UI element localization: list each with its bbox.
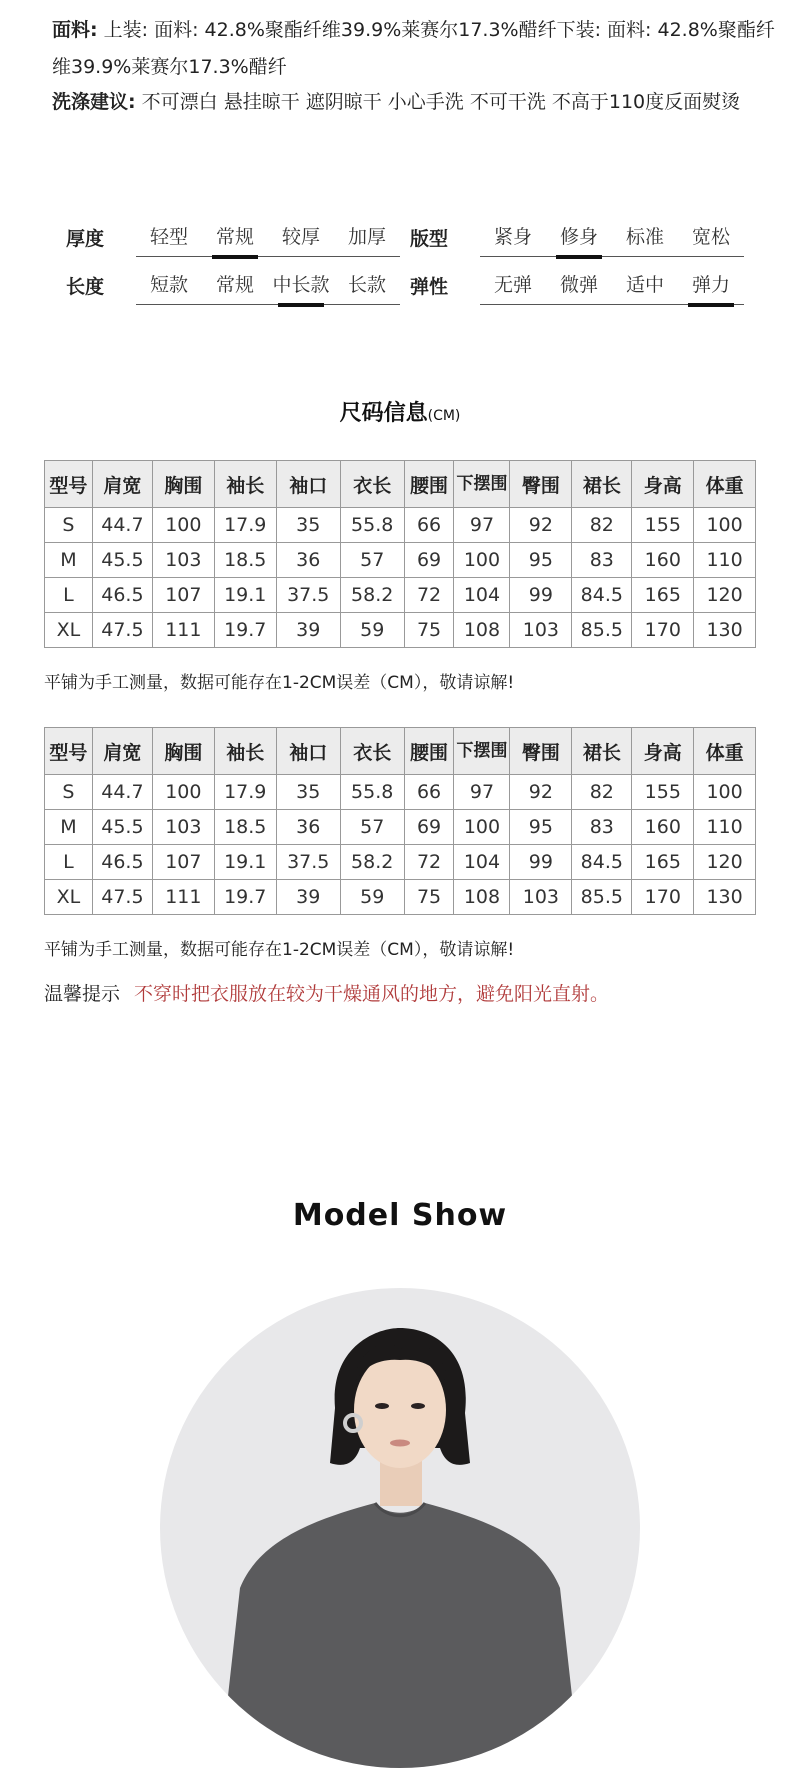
table-cell: 58.2 bbox=[340, 578, 404, 613]
size-unit: (CM) bbox=[427, 408, 461, 424]
attr-option: 长款 bbox=[347, 274, 386, 296]
table-row bbox=[45, 880, 756, 915]
table-cell: 107 bbox=[152, 845, 214, 880]
table-cell: 36 bbox=[276, 543, 340, 578]
table-header-cell: 肩宽 bbox=[92, 728, 152, 775]
table-cell: M bbox=[45, 543, 93, 578]
table-cell: 66 bbox=[404, 508, 454, 543]
attr-option: 标准 bbox=[625, 226, 664, 248]
table-cell: 19.1 bbox=[214, 578, 276, 613]
attr-options bbox=[136, 270, 400, 305]
attr-option: 轻型 bbox=[149, 226, 188, 248]
attr-option: 较厚 bbox=[281, 226, 320, 248]
table-cell: 55.8 bbox=[340, 775, 404, 810]
table-cell: 19.7 bbox=[214, 880, 276, 915]
table-cell: 95 bbox=[510, 543, 572, 578]
size-title: 尺码信息 bbox=[339, 401, 428, 426]
table-header-cell: 胸围 bbox=[152, 728, 214, 775]
table-cell: 97 bbox=[454, 508, 510, 543]
table-cell: 84.5 bbox=[572, 578, 632, 613]
attr-label: 弹性 bbox=[410, 276, 449, 298]
table-cell: 36 bbox=[276, 810, 340, 845]
table-row bbox=[45, 810, 756, 845]
table-header-cell: 体重 bbox=[694, 728, 756, 775]
table-header-cell: 袖长 bbox=[214, 728, 276, 775]
table-cell: 84.5 bbox=[572, 845, 632, 880]
table-cell: M bbox=[45, 810, 93, 845]
attr-option: 短款 bbox=[149, 274, 188, 296]
table-cell: 18.5 bbox=[214, 810, 276, 845]
attr-option: 适中 bbox=[625, 274, 664, 296]
table-cell: 35 bbox=[276, 508, 340, 543]
table-cell: 120 bbox=[694, 578, 756, 613]
table-cell: 103 bbox=[510, 613, 572, 648]
table-cell: 92 bbox=[510, 508, 572, 543]
size-section-title bbox=[0, 396, 800, 427]
table-cell: 19.1 bbox=[214, 845, 276, 880]
measurement-note-1: 平铺为手工测量，数据可能存在1-2CM误差（CM），敬请谅解! bbox=[44, 673, 515, 693]
attr-option-selected: 中长款 bbox=[268, 270, 334, 304]
table-cell: 46.5 bbox=[92, 578, 152, 613]
table-cell: 75 bbox=[404, 880, 454, 915]
care-label: 洗涤建议: bbox=[52, 91, 136, 113]
table-cell: 110 bbox=[694, 543, 756, 578]
attr-option: 无弹 bbox=[493, 274, 532, 296]
table-cell: 108 bbox=[454, 880, 510, 915]
table-cell: 170 bbox=[632, 613, 694, 648]
table-header-cell: 下摆围 bbox=[454, 728, 510, 775]
attr-option-selected: 弹力 bbox=[678, 270, 744, 304]
table-cell: 100 bbox=[152, 508, 214, 543]
table-cell: 100 bbox=[454, 810, 510, 845]
table-row bbox=[45, 613, 756, 648]
table-cell: 83 bbox=[572, 810, 632, 845]
table-cell: 69 bbox=[404, 543, 454, 578]
table-cell: 108 bbox=[454, 613, 510, 648]
table-cell: 55.8 bbox=[340, 508, 404, 543]
table-cell: 59 bbox=[340, 880, 404, 915]
table-cell: 66 bbox=[404, 775, 454, 810]
table-header-cell: 腰围 bbox=[404, 728, 454, 775]
fabric-value: 上装: 面料: 42.8%聚酯纤维39.9%莱赛尔17.3%醋纤下装: 面料: 42.8%聚酯纤维39.9%莱赛尔17.3%醋纤 bbox=[52, 19, 775, 78]
table-cell: 59 bbox=[340, 613, 404, 648]
attr-option-selected: 修身 bbox=[546, 222, 612, 256]
table-cell: 57 bbox=[340, 810, 404, 845]
table-cell: 83 bbox=[572, 543, 632, 578]
care-tip bbox=[44, 979, 609, 1006]
table-row bbox=[45, 508, 756, 543]
table-cell: 37.5 bbox=[276, 578, 340, 613]
table-header-cell: 型号 bbox=[45, 461, 93, 508]
table-cell: L bbox=[45, 845, 93, 880]
table-cell: 35 bbox=[276, 775, 340, 810]
table-header-cell: 肩宽 bbox=[92, 461, 152, 508]
table-header-cell: 裙长 bbox=[572, 728, 632, 775]
table-cell: 85.5 bbox=[572, 613, 632, 648]
table-cell: 130 bbox=[694, 613, 756, 648]
table-cell: 39 bbox=[276, 880, 340, 915]
table-cell: 69 bbox=[404, 810, 454, 845]
tip-label: 温馨提示 bbox=[44, 983, 121, 1005]
table-cell: 72 bbox=[404, 845, 454, 880]
table-cell: 95 bbox=[510, 810, 572, 845]
table-header-cell: 裙长 bbox=[572, 461, 632, 508]
table-cell: 57 bbox=[340, 543, 404, 578]
table-header-cell: 臀围 bbox=[510, 728, 572, 775]
table-row bbox=[45, 775, 756, 810]
table-cell: 47.5 bbox=[92, 880, 152, 915]
model-illustration bbox=[160, 1288, 640, 1768]
table-cell: 100 bbox=[694, 775, 756, 810]
table-header-cell: 臀围 bbox=[510, 461, 572, 508]
table-row bbox=[45, 845, 756, 880]
attr-option: 常规 bbox=[215, 274, 254, 296]
table-cell: 97 bbox=[454, 775, 510, 810]
table-cell: 44.7 bbox=[92, 508, 152, 543]
table-cell: 17.9 bbox=[214, 508, 276, 543]
attr-options bbox=[136, 222, 400, 257]
fabric-info bbox=[52, 12, 782, 86]
attr-option: 微弹 bbox=[559, 274, 598, 296]
table-cell: XL bbox=[45, 613, 93, 648]
attr-option-selected: 常规 bbox=[202, 222, 268, 256]
table-cell: 111 bbox=[152, 613, 214, 648]
attr-option: 宽松 bbox=[691, 226, 730, 248]
table-cell: 111 bbox=[152, 880, 214, 915]
table-cell: 100 bbox=[454, 543, 510, 578]
size-table-1 bbox=[44, 460, 756, 648]
attr-label: 长度 bbox=[66, 276, 105, 298]
table-row bbox=[45, 578, 756, 613]
table-header-cell: 衣长 bbox=[340, 728, 404, 775]
table-cell: 100 bbox=[152, 775, 214, 810]
table-row bbox=[45, 543, 756, 578]
table-header-cell: 袖口 bbox=[276, 728, 340, 775]
table-header-row bbox=[45, 461, 756, 508]
table-cell: 104 bbox=[454, 845, 510, 880]
table-cell: L bbox=[45, 578, 93, 613]
tip-text: 不穿时把衣服放在较为干燥通风的地方，避免阳光直射。 bbox=[134, 983, 610, 1005]
table-cell: 39 bbox=[276, 613, 340, 648]
table-cell: 92 bbox=[510, 775, 572, 810]
table-cell: 58.2 bbox=[340, 845, 404, 880]
table-cell: 46.5 bbox=[92, 845, 152, 880]
table-cell: 85.5 bbox=[572, 880, 632, 915]
table-cell: S bbox=[45, 508, 93, 543]
table-cell: 170 bbox=[632, 880, 694, 915]
table-cell: 160 bbox=[632, 543, 694, 578]
table-cell: 82 bbox=[572, 775, 632, 810]
table-cell: 103 bbox=[152, 543, 214, 578]
table-cell: 160 bbox=[632, 810, 694, 845]
table-header-cell: 衣长 bbox=[340, 461, 404, 508]
table-cell: 45.5 bbox=[92, 543, 152, 578]
table-header-cell: 体重 bbox=[694, 461, 756, 508]
table-cell: 75 bbox=[404, 613, 454, 648]
table-cell: 165 bbox=[632, 578, 694, 613]
table-cell: 19.7 bbox=[214, 613, 276, 648]
table-cell: 103 bbox=[152, 810, 214, 845]
table-header-row bbox=[45, 728, 756, 775]
table-cell: S bbox=[45, 775, 93, 810]
size-table-2 bbox=[44, 727, 756, 915]
table-cell: 45.5 bbox=[92, 810, 152, 845]
table-header-cell: 袖口 bbox=[276, 461, 340, 508]
attr-options bbox=[480, 222, 744, 257]
attr-options bbox=[480, 270, 744, 305]
attr-option: 紧身 bbox=[493, 226, 532, 248]
table-header-cell: 袖长 bbox=[214, 461, 276, 508]
measurement-note-2: 平铺为手工测量，数据可能存在1-2CM误差（CM），敬请谅解! bbox=[44, 940, 515, 960]
table-cell: 155 bbox=[632, 508, 694, 543]
table-cell: 37.5 bbox=[276, 845, 340, 880]
table-cell: 107 bbox=[152, 578, 214, 613]
table-header-cell: 型号 bbox=[45, 728, 93, 775]
table-cell: 100 bbox=[694, 508, 756, 543]
table-header-cell: 腰围 bbox=[404, 461, 454, 508]
table-header-cell: 身高 bbox=[632, 728, 694, 775]
table-cell: 72 bbox=[404, 578, 454, 613]
care-value: 不可漂白 悬挂晾干 遮阴晾干 小心手洗 不可干洗 不高于110度反面熨烫 bbox=[141, 91, 741, 113]
table-cell: XL bbox=[45, 880, 93, 915]
table-cell: 47.5 bbox=[92, 613, 152, 648]
table-cell: 155 bbox=[632, 775, 694, 810]
table-cell: 103 bbox=[510, 880, 572, 915]
table-cell: 104 bbox=[454, 578, 510, 613]
table-header-cell: 胸围 bbox=[152, 461, 214, 508]
table-cell: 82 bbox=[572, 508, 632, 543]
attr-option: 加厚 bbox=[347, 226, 386, 248]
table-cell: 120 bbox=[694, 845, 756, 880]
table-cell: 165 bbox=[632, 845, 694, 880]
table-header-cell: 身高 bbox=[632, 461, 694, 508]
model-show-title: Model Show bbox=[292, 1198, 508, 1233]
table-cell: 99 bbox=[510, 845, 572, 880]
attr-label: 厚度 bbox=[66, 228, 105, 250]
table-cell: 44.7 bbox=[92, 775, 152, 810]
table-cell: 18.5 bbox=[214, 543, 276, 578]
care-info bbox=[52, 84, 782, 121]
fabric-label: 面料: bbox=[52, 19, 98, 41]
table-cell: 99 bbox=[510, 578, 572, 613]
table-header-cell: 下摆围 bbox=[454, 461, 510, 508]
table-cell: 130 bbox=[694, 880, 756, 915]
table-cell: 17.9 bbox=[214, 775, 276, 810]
model-photo bbox=[160, 1288, 640, 1768]
table-cell: 110 bbox=[694, 810, 756, 845]
attr-label: 版型 bbox=[410, 228, 449, 250]
